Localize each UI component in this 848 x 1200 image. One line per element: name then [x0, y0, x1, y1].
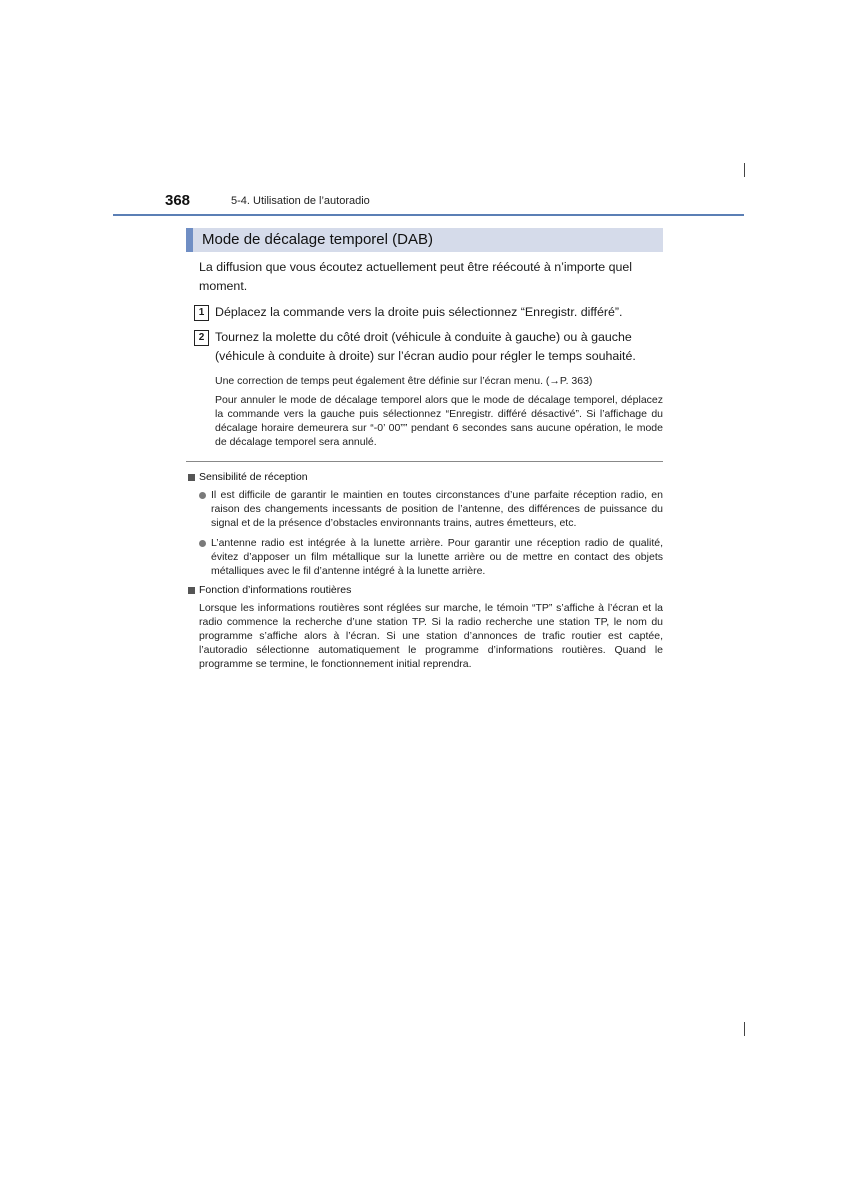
step-number-2: 2	[194, 330, 209, 346]
note-time-correction: Une correction de temps peut également être définie sur l’écran menu. (→P. 363)	[215, 375, 593, 387]
intro-paragraph: La diffusion que vous écoutez actuellement peut être réécouté à n’importe quel moment.	[199, 260, 633, 293]
step-text-2: Tournez la molette du côté droit (véhicule à conduite à gauche) ou à gauche (véhicule à conduite à droite) sur l’écran audio pour régler le temps souhaité.	[215, 330, 636, 363]
square-bullet-icon	[188, 474, 195, 481]
bullet-text-1: Il est difficile de garantir le maintien en toutes circonstances d’une parfaite réception radio, en raison des changements incessants de position de l’antenne, des différences de puissance du signal et de la présence d’obstacles environnants trains, autres émetteurs, etc.	[211, 489, 663, 529]
crop-mark-bottom	[744, 1022, 745, 1036]
traffic-info-paragraph: Lorsque les informations routières sont réglées sur marche, le témoin “TP” s’affiche à l’écran et la radio commence la recherche d’une station TP. Si la radio recherche une station TP, le nom du programme s’affiche alors à l’écran. Si une station d’annonces de trafic routier est captée, l’autoradio sélectionne automatiquement le programme d’informations routières. Quand le programme se termine, le fonctionnement initial reprendra.	[199, 602, 663, 670]
bullet-dot-icon	[199, 492, 206, 499]
section-reference: 5-4. Utilisation de l’autoradio	[231, 195, 370, 207]
bullet-text-2: L’antenne radio est intégrée à la lunette arrière. Pour garantir une réception radio de qualité, évitez d’apposer un film métallique sur la lunette arrière ou de mettre en contact des objets métalliques avec le fil d’antenne intégré à la lunette arrière.	[211, 537, 663, 577]
header-rule	[113, 214, 744, 216]
section-divider	[186, 461, 663, 462]
crop-mark-top	[744, 163, 745, 177]
note-cancel-timeshift: Pour annuler le mode de décalage temporel alors que le mode de décalage temporel, déplacez la commande vers la gauche puis sélectionnez “Enregistr. différé désactivé”. Si l’affichage du décalage horaire demeurera sur “-0’ 00”” pendant 6 secondes sans aucune opération, le mode de décalage temporel sera annulé.	[215, 394, 663, 448]
step-number-1: 1	[194, 305, 209, 321]
section-title: Mode de décalage temporel (DAB)	[202, 231, 433, 248]
page-number: 368	[165, 192, 191, 209]
square-bullet-icon	[188, 587, 195, 594]
bullet-dot-icon	[199, 540, 206, 547]
section-title-bar	[186, 228, 663, 252]
subheading-reception: Sensibilité de réception	[199, 471, 308, 483]
step-text-1: Déplacez la commande vers la droite puis sélectionnez “Enregistr. différé”.	[215, 305, 623, 319]
subheading-traffic-info: Fonction d’informations routières	[199, 584, 352, 596]
